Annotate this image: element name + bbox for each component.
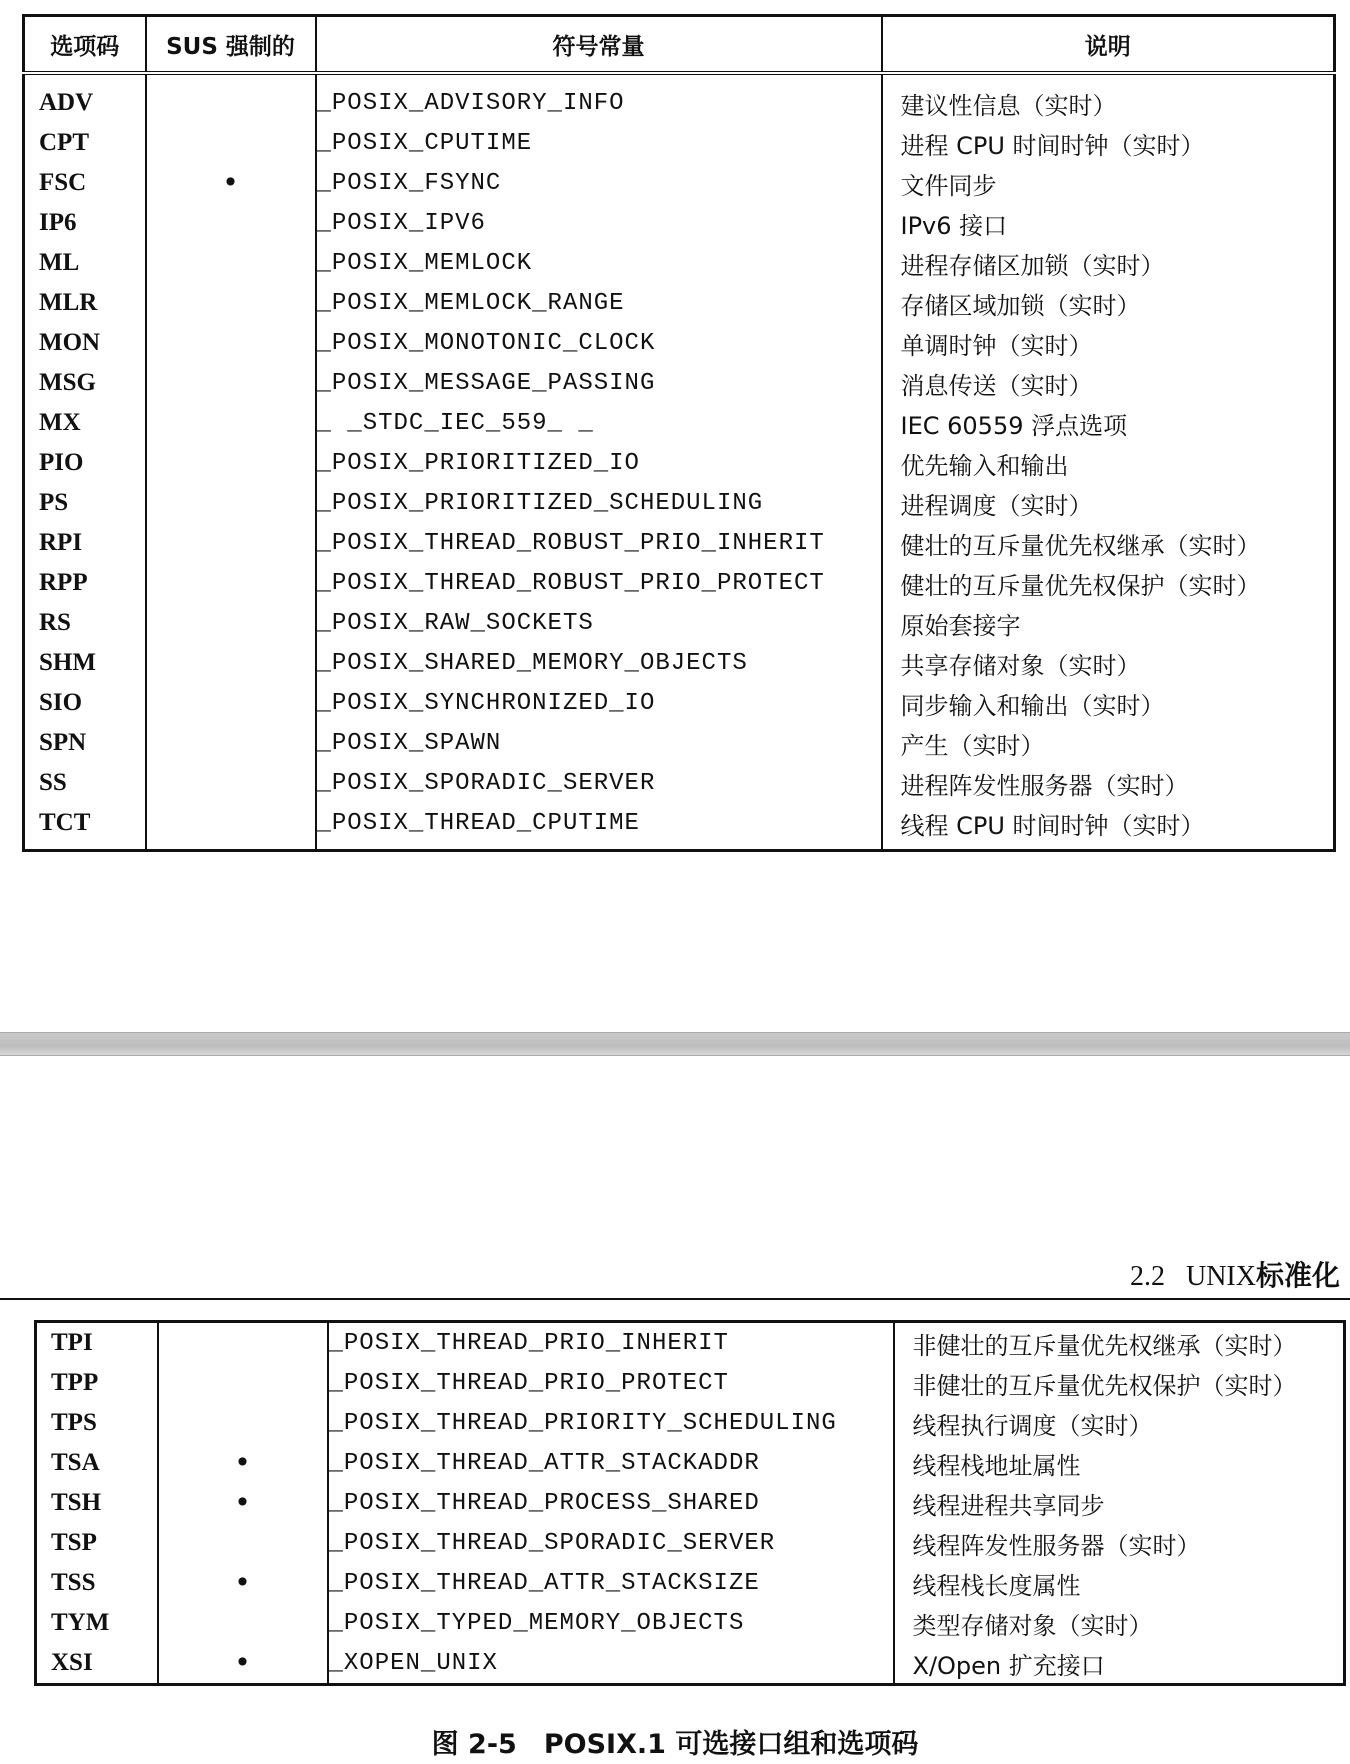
description-cell: 线程栈长度属性 — [894, 1563, 1345, 1603]
description-cell: 健壮的互斥量优先权保护（实时） — [882, 563, 1335, 603]
option-code-cell: MLR — [39, 289, 98, 316]
description-cell: 线程 CPU 时间时钟（实时） — [882, 803, 1335, 851]
symbolic-constant-cell: _POSIX_SHARED_MEMORY_OBJECTS — [316, 643, 882, 683]
description-cell: 进程存储区加锁（实时） — [882, 243, 1335, 283]
symbolic-constant-cell: _POSIX_THREAD_ATTR_STACKADDR — [328, 1443, 894, 1483]
option-code-cell: RPI — [39, 529, 83, 556]
symbolic-constant-cell: _POSIX_MEMLOCK_RANGE — [316, 283, 882, 323]
option-code-cell: TSH — [51, 1489, 102, 1516]
sus-mandatory-cell: • — [158, 1443, 328, 1483]
table-row — [24, 73, 1335, 123]
table-row — [24, 643, 1335, 683]
sus-mandatory-cell — [146, 683, 316, 723]
description-cell: 消息传送（实时） — [882, 363, 1335, 403]
description-cell: 非健壮的互斥量优先权保护（实时） — [894, 1363, 1345, 1403]
figure-caption: 图 2-5 POSIX.1 可选接口组和选项码 — [431, 1729, 919, 1760]
option-code-cell: SHM — [39, 649, 96, 676]
description-cell: 线程阵发性服务器（实时） — [894, 1523, 1345, 1563]
option-code-cell: RPP — [39, 569, 88, 596]
table-row — [24, 403, 1335, 443]
description-cell: 健壮的互斥量优先权继承（实时） — [882, 523, 1335, 563]
description-cell: 产生（实时） — [882, 723, 1335, 763]
symbolic-constant-cell: _POSIX_THREAD_PRIORITY_SCHEDULING — [328, 1403, 894, 1443]
option-code-cell: PS — [39, 489, 69, 516]
symbolic-constant-cell: _POSIX_TYPED_MEMORY_OBJECTS — [328, 1603, 894, 1643]
sus-mandatory-cell — [146, 803, 316, 851]
header-option-code: 选项码 — [24, 16, 146, 74]
symbolic-constant-cell: _POSIX_THREAD_PROCESS_SHARED — [328, 1483, 894, 1523]
sus-mandatory-cell — [146, 603, 316, 643]
table-row — [36, 1363, 1345, 1403]
symbolic-constant-cell: _POSIX_PRIORITIZED_SCHEDULING — [316, 483, 882, 523]
sus-mandatory-cell — [146, 73, 316, 123]
symbolic-constant-cell: _POSIX_THREAD_PRIO_INHERIT — [328, 1322, 894, 1364]
description-cell: 文件同步 — [882, 163, 1335, 203]
table-header-row — [24, 16, 1335, 74]
option-code-cell: TPS — [51, 1409, 97, 1436]
option-code-cell: SS — [39, 769, 67, 796]
description-cell: 线程进程共享同步 — [894, 1483, 1345, 1523]
sus-mandatory-cell — [146, 203, 316, 243]
table-row — [24, 723, 1335, 763]
table-row — [24, 283, 1335, 323]
sus-mandatory-cell — [146, 123, 316, 163]
sus-mandatory-cell: • — [158, 1483, 328, 1523]
table-row — [36, 1523, 1345, 1563]
posix-options-table-top — [22, 14, 1336, 852]
description-cell: 线程执行调度（实时） — [894, 1403, 1345, 1443]
description-cell: 类型存储对象（实时） — [894, 1603, 1345, 1643]
table-row — [24, 803, 1335, 851]
option-code-cell: MX — [39, 409, 81, 436]
option-code-cell: RS — [39, 609, 71, 636]
sus-mandatory-cell — [158, 1322, 328, 1364]
table-row — [24, 163, 1335, 203]
sus-mandatory-cell — [146, 763, 316, 803]
option-code-cell: FSC — [39, 169, 87, 196]
symbolic-constant-cell: _POSIX_MEMLOCK — [316, 243, 882, 283]
description-cell: 非健壮的互斥量优先权继承（实时） — [894, 1322, 1345, 1364]
option-code-cell: ADV — [39, 89, 94, 116]
table-row — [24, 683, 1335, 723]
description-cell: 原始套接字 — [882, 603, 1335, 643]
table-row — [24, 323, 1335, 363]
symbolic-constant-cell: _POSIX_THREAD_CPUTIME — [316, 803, 882, 851]
option-code-cell: TSP — [51, 1529, 97, 1556]
option-code-cell: TSA — [51, 1449, 100, 1476]
symbolic-constant-cell: _POSIX_PRIORITIZED_IO — [316, 443, 882, 483]
description-cell: 单调时钟（实时） — [882, 323, 1335, 363]
option-code-cell: TPP — [51, 1369, 99, 1396]
table-row — [24, 523, 1335, 563]
option-code-cell: PIO — [39, 449, 84, 476]
symbolic-constant-cell: _POSIX_RAW_SOCKETS — [316, 603, 882, 643]
sus-mandatory-cell — [146, 283, 316, 323]
option-code-cell: MON — [39, 329, 101, 356]
sus-mandatory-cell — [146, 243, 316, 283]
symbolic-constant-cell: _POSIX_MONOTONIC_CLOCK — [316, 323, 882, 363]
description-cell: 建议性信息（实时） — [882, 73, 1335, 123]
sus-mandatory-cell — [158, 1363, 328, 1403]
sus-mandatory-cell — [146, 363, 316, 403]
sus-mandatory-cell — [146, 723, 316, 763]
option-code-cell: ML — [39, 249, 80, 276]
symbolic-constant-cell: _POSIX_THREAD_SPORADIC_SERVER — [328, 1523, 894, 1563]
sus-mandatory-cell: • — [146, 163, 316, 203]
symbolic-constant-cell: _POSIX_CPUTIME — [316, 123, 882, 163]
symbolic-constant-cell: _POSIX_IPV6 — [316, 203, 882, 243]
table-row — [24, 123, 1335, 163]
description-cell: 同步输入和输出（实时） — [882, 683, 1335, 723]
description-cell: 进程 CPU 时间时钟（实时） — [882, 123, 1335, 163]
option-code-cell: MSG — [39, 369, 96, 396]
table-row — [36, 1483, 1345, 1523]
description-cell: IEC 60559 浮点选项 — [882, 403, 1335, 443]
posix-options-table-bottom — [34, 1320, 1346, 1686]
symbolic-constant-cell: _POSIX_SPAWN — [316, 723, 882, 763]
table-row — [36, 1443, 1345, 1483]
sus-mandatory-cell — [146, 643, 316, 683]
table-row — [36, 1563, 1345, 1603]
running-header — [1130, 1254, 1340, 1294]
table-row — [24, 363, 1335, 403]
table-row — [24, 763, 1335, 803]
header-rule — [0, 1298, 1350, 1300]
symbolic-constant-cell: _POSIX_THREAD_ROBUST_PRIO_INHERIT — [316, 523, 882, 563]
option-code-cell: CPT — [39, 129, 89, 156]
option-code-cell: IP6 — [39, 209, 77, 236]
table-row — [24, 483, 1335, 523]
page-separator — [0, 1032, 1350, 1056]
sus-mandatory-cell — [146, 563, 316, 603]
section-title-cjk: 标准化 — [1255, 1259, 1340, 1292]
option-code-cell: TPI — [51, 1329, 93, 1356]
sus-mandatory-cell: • — [158, 1563, 328, 1603]
table-row — [24, 603, 1335, 643]
option-code-cell: TSS — [51, 1569, 96, 1596]
table-row — [24, 443, 1335, 483]
header-description: 说明 — [882, 16, 1335, 74]
description-cell: 进程阵发性服务器（实时） — [882, 763, 1335, 803]
sus-mandatory-cell: • — [158, 1643, 328, 1685]
symbolic-constant-cell: _POSIX_MESSAGE_PASSING — [316, 363, 882, 403]
table-row — [36, 1643, 1345, 1685]
description-cell: X/Open 扩充接口 — [894, 1643, 1345, 1685]
table-row — [24, 563, 1335, 603]
sus-mandatory-cell — [158, 1603, 328, 1643]
option-code-cell: SIO — [39, 689, 83, 716]
sus-mandatory-cell — [146, 443, 316, 483]
table-row — [36, 1603, 1345, 1643]
description-cell: 共享存储对象（实时） — [882, 643, 1335, 683]
table-row — [36, 1403, 1345, 1443]
sus-mandatory-cell — [146, 483, 316, 523]
header-sus-mandatory: SUS 强制的 — [146, 16, 316, 74]
table-row — [24, 243, 1335, 283]
symbolic-constant-cell: _POSIX_FSYNC — [316, 163, 882, 203]
sus-mandatory-cell — [158, 1523, 328, 1563]
description-cell: 优先输入和输出 — [882, 443, 1335, 483]
bottom-table-body — [36, 1322, 1345, 1685]
description-cell: 线程栈地址属性 — [894, 1443, 1345, 1483]
symbolic-constant-cell: _POSIX_SPORADIC_SERVER — [316, 763, 882, 803]
symbolic-constant-cell: _ _STDC_IEC_559_ _ — [316, 403, 882, 443]
option-code-cell: TYM — [51, 1609, 110, 1636]
table-row — [36, 1322, 1345, 1364]
description-cell: IPv6 接口 — [882, 203, 1335, 243]
sus-mandatory-cell — [146, 523, 316, 563]
description-cell: 进程调度（实时） — [882, 483, 1335, 523]
symbolic-constant-cell: _POSIX_THREAD_ROBUST_PRIO_PROTECT — [316, 563, 882, 603]
option-code-cell: XSI — [51, 1649, 93, 1676]
symbolic-constant-cell: _POSIX_THREAD_PRIO_PROTECT — [328, 1363, 894, 1403]
section-number: 2.2 — [1129, 1261, 1165, 1292]
sus-mandatory-cell — [158, 1403, 328, 1443]
symbolic-constant-cell: _POSIX_ADVISORY_INFO — [316, 73, 882, 123]
sus-mandatory-cell — [146, 323, 316, 363]
option-code-cell: SPN — [39, 729, 87, 756]
top-table-body — [24, 73, 1335, 851]
description-cell: 存储区域加锁（实时） — [882, 283, 1335, 323]
header-symbolic-constant: 符号常量 — [316, 16, 882, 74]
section-title-latin: UNIX — [1185, 1261, 1256, 1292]
symbolic-constant-cell: _POSIX_THREAD_ATTR_STACKSIZE — [328, 1563, 894, 1603]
sus-mandatory-cell — [146, 403, 316, 443]
symbolic-constant-cell: _POSIX_SYNCHRONIZED_IO — [316, 683, 882, 723]
option-code-cell: TCT — [39, 809, 91, 836]
symbolic-constant-cell: _XOPEN_UNIX — [328, 1643, 894, 1685]
table-row — [24, 203, 1335, 243]
